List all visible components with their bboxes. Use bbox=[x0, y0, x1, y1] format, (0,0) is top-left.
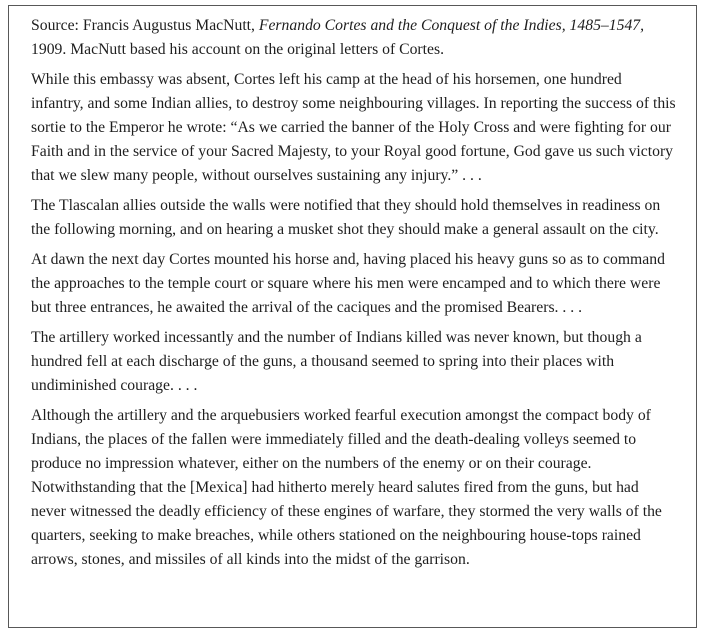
excerpt-paragraph-tlascalan-allies: The Tlascalan allies outside the walls were notified that they should hold themselves in readiness on the following morning, and on hearing a musket shot they should make a general assault on the city. bbox=[31, 197, 661, 238]
excerpt-paragraph-arquebusiers: Although the artillery and the arquebusiers worked fearful execution amongst the compact body of Indians, the places of the fallen were immediately filled and the death-dealing volleys seemed to produce no impression whatever, either on the numbers of the enemy or on their courage. Notwithstanding that the [Mexica] had hitherto merely heard salutes fired from the guns, but had never witnessed the deadly efficiency of these engines of warfare, they stormed the very walls of the quarters, seeking to make breaches, while others stationed on the neighbouring house-tops rained arrows, stones, and missiles of all kinds into the midst of the garrison. bbox=[31, 407, 662, 568]
source-citation-suffix: 1909. MacNutt based his account on the original letters of Cortes. bbox=[31, 41, 445, 58]
source-citation bbox=[31, 14, 676, 62]
source-excerpt-box bbox=[8, 5, 697, 628]
excerpt-paragraph-at-dawn: At dawn the next day Cortes mounted his horse and, having placed his heavy guns so as to command the approaches to the temple court or square where his men were encamped and to which there were but three entrances, he awaited the arrival of the caciques and the promised Bearers. . . . bbox=[31, 251, 665, 316]
excerpt-paragraph-sortie: While this embassy was absent, Cortes left his camp at the head of his horsemen, one hundred infantry, and some Indian allies, to destroy some neighbouring villages. In reporting the success of this sortie to the Emperor he wrote: “As we carried the banner of the Holy Cross and were fighting for our Faith and in the service of your Sacred Majesty, to your Royal good fortune, God gave us such victory that we slew many people, without ourselves sustaining any injury.” . . . bbox=[31, 71, 676, 184]
excerpt-paragraph-artillery: The artillery worked incessantly and the number of Indians killed was never known, but though a hundred fell at each discharge of the guns, a thousand seemed to spring into their places with undiminished courage. . . . bbox=[31, 329, 642, 394]
source-citation-prefix: Source: Francis Augustus MacNutt, bbox=[31, 17, 259, 34]
book-title-italic: Fernando Cortes and the Conquest of the Indies, 1485–1547, bbox=[258, 17, 645, 34]
